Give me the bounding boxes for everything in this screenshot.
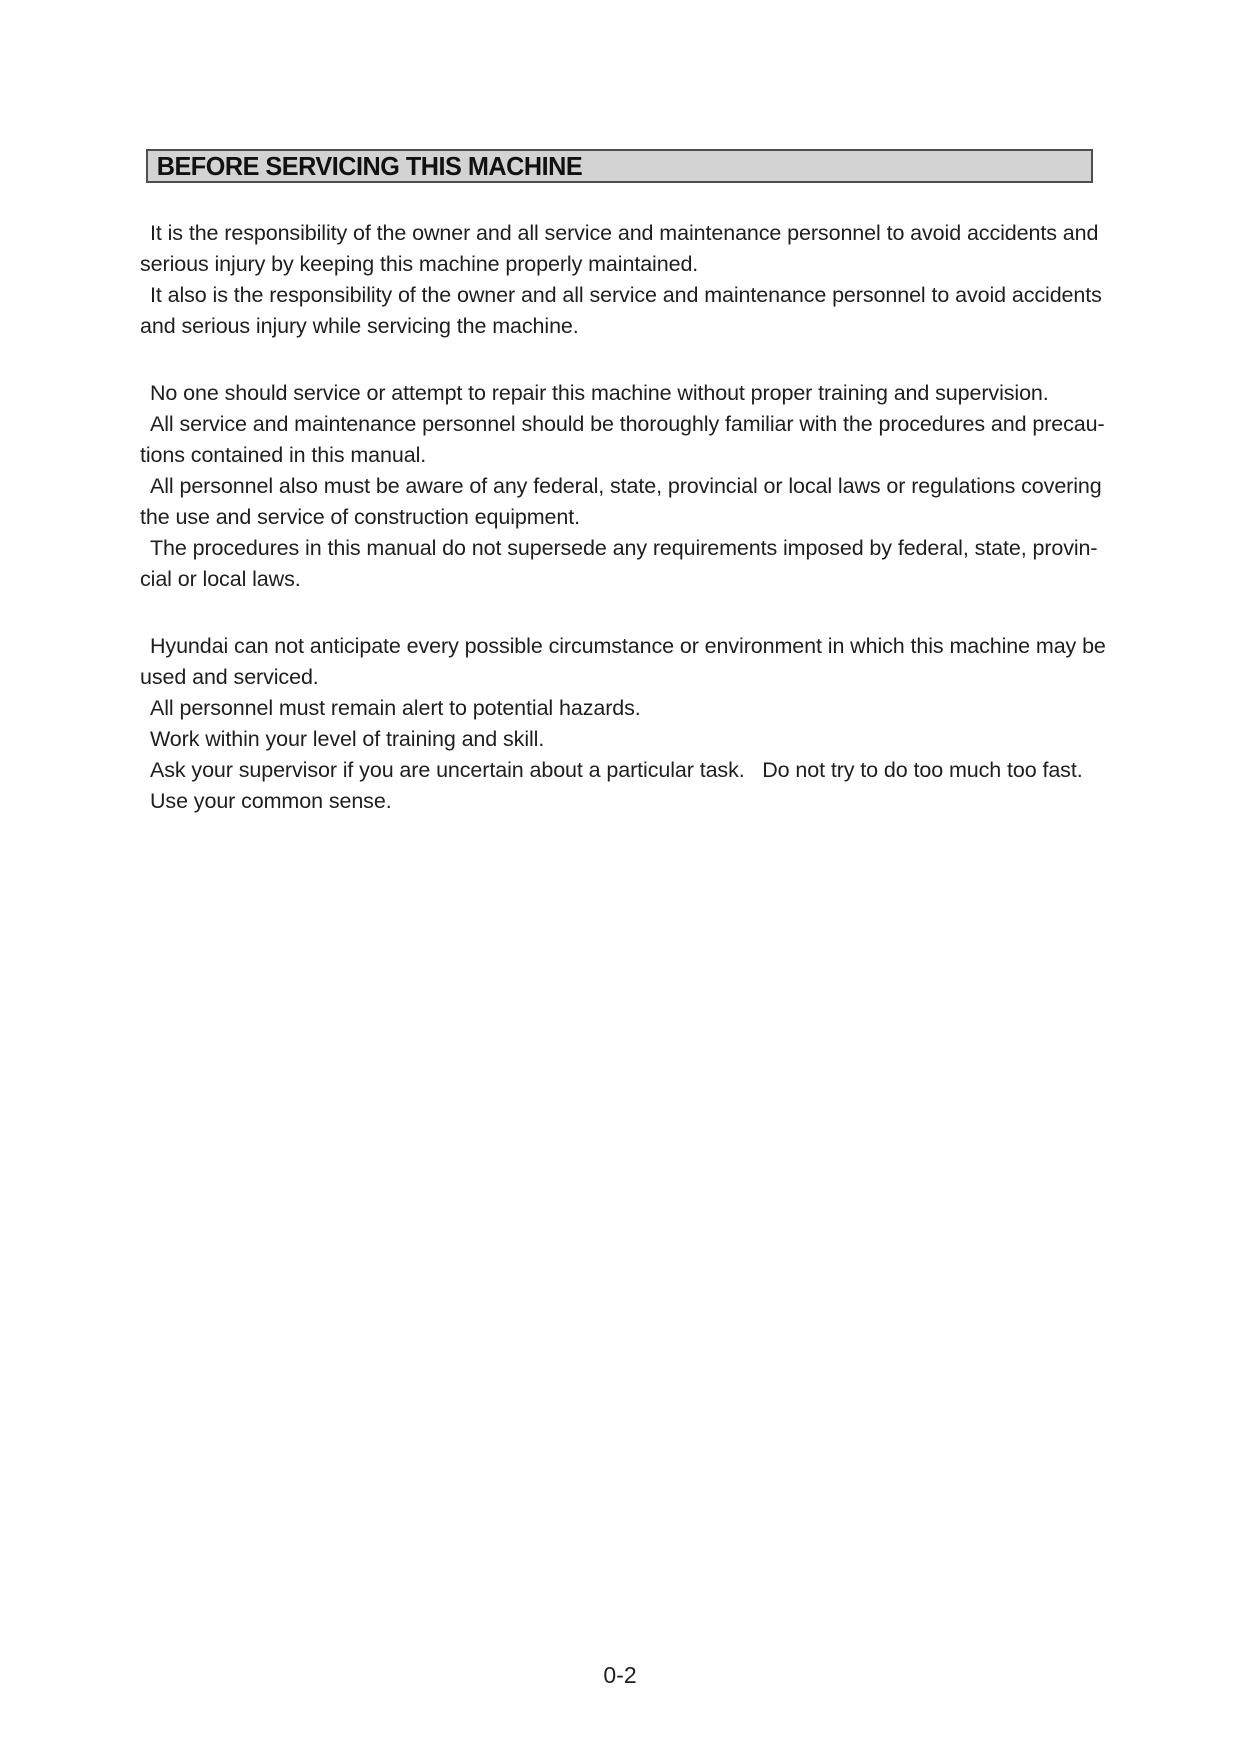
text-line: Hyundai can not anticipate every possible circumstance or environment in which this machine may be <box>150 634 1106 658</box>
text-line: All service and maintenance personnel should be thoroughly familiar with the procedures and precau- <box>150 412 1105 436</box>
paragraph <box>140 631 1106 817</box>
text-line: cial or local laws. <box>140 567 301 591</box>
text-line: Work within your level of training and skill. <box>150 727 545 751</box>
text-line: All personnel also must be aware of any federal, state, provincial or local laws or regulations covering <box>150 474 1102 498</box>
text-line: tions contained in this manual. <box>140 443 427 467</box>
text-line: The procedures in this manual do not supersede any requirements imposed by federal, state, provin- <box>150 536 1098 560</box>
body-content <box>140 218 1106 817</box>
text-line: the use and service of construction equipment. <box>140 505 580 529</box>
page-number: 0-2 <box>603 1662 637 1688</box>
text-line: serious injury by keeping this machine properly maintained. <box>140 252 699 276</box>
paragraph <box>140 378 1105 595</box>
text-line: Use your common sense. <box>150 789 392 813</box>
text-line: and serious injury while servicing the machine. <box>140 314 579 338</box>
text-line: All personnel must remain alert to potential hazards. <box>150 696 641 720</box>
text-line: It is the responsibility of the owner and all service and maintenance personnel to avoid accidents and <box>150 221 1099 245</box>
text-line: used and serviced. <box>140 665 319 689</box>
text-line: Ask your supervisor if you are uncertain about a particular task. Do not try to do too much too fast. <box>150 758 1083 782</box>
section-title: BEFORE SERVICING THIS MACHINE <box>156 150 583 181</box>
section-header-bar <box>146 149 1093 183</box>
text-line: No one should service or attempt to repair this machine without proper training and supervision. <box>150 381 1049 405</box>
paragraph <box>140 218 1100 342</box>
text-line: It also is the responsibility of the owner and all service and maintenance personnel to avoid accidents <box>150 283 1102 307</box>
